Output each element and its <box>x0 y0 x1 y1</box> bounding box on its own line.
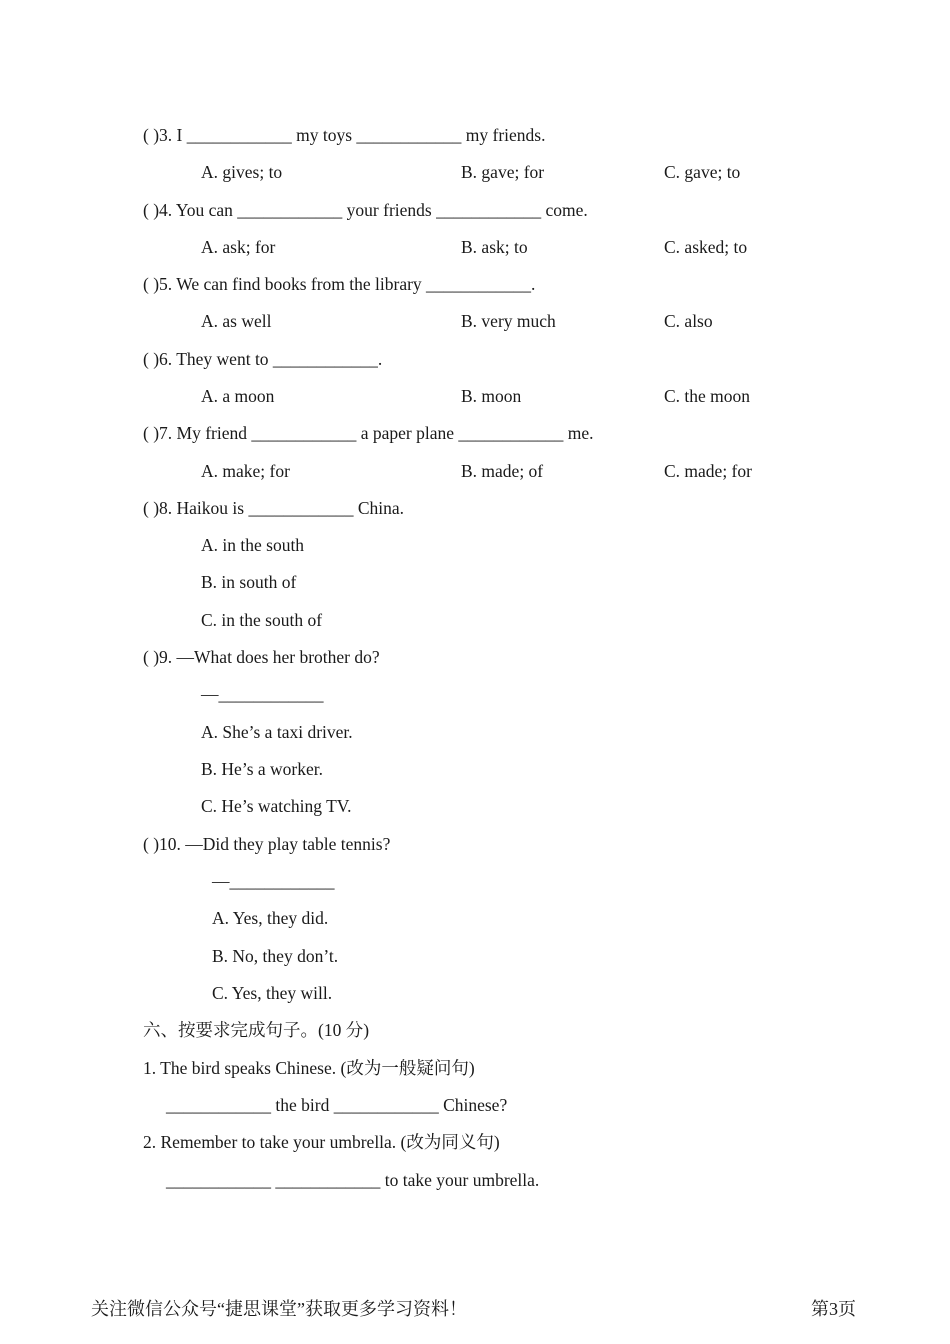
question-10-answer-blank: —____________ <box>212 871 335 891</box>
question-6-option-b: B. moon <box>461 386 522 406</box>
question-9-option-c: C. He’s watching TV. <box>201 796 352 816</box>
question-4-option-c: C. asked; to <box>664 237 748 257</box>
section-6-title: 六、按要求完成句子。(10 分) <box>143 1020 370 1040</box>
sentence-1-prompt: 1. The bird speaks Chinese. (改为一般疑问句) <box>143 1058 475 1078</box>
question-4-option-b: B. ask; to <box>461 237 528 257</box>
question-6-option-a: A. a moon <box>201 386 275 406</box>
question-8-option-a: A. in the south <box>201 535 305 555</box>
page-number: 第3页 <box>811 1299 856 1319</box>
question-7-option-a: A. make; for <box>201 461 290 481</box>
question-7-stem: ( )7. My friend ____________ a paper plane ____________ me. <box>143 423 594 443</box>
question-10-option-b: B. No, they don’t. <box>212 946 339 966</box>
question-7-option-b: B. made; of <box>461 461 544 481</box>
question-3-stem: ( )3. I ____________ my toys ____________ my friends. <box>143 125 546 145</box>
question-6-stem: ( )6. They went to ____________. <box>143 349 383 369</box>
question-3-option-c: C. gave; to <box>664 162 741 182</box>
question-9-option-a: A. She’s a taxi driver. <box>201 722 353 742</box>
question-9-answer-blank: —____________ <box>201 684 324 704</box>
question-5-option-b: B. very much <box>461 311 556 331</box>
question-9-stem: ( )9. —What does her brother do? <box>143 647 380 667</box>
question-5-stem: ( )5. We can find books from the library ____________. <box>143 274 536 294</box>
question-6-option-c: C. the moon <box>664 386 751 406</box>
sentence-1-answer-line: ____________ the bird ____________ Chinese? <box>166 1095 508 1115</box>
footer-promo: 关注微信公众号“捷思课堂”获取更多学习资料！ <box>91 1299 467 1319</box>
question-9-option-b: B. He’s a worker. <box>201 759 323 779</box>
sentence-2-prompt: 2. Remember to take your umbrella. (改为同义句) <box>143 1132 500 1152</box>
question-4-option-a: A. ask; for <box>201 237 276 257</box>
question-8-stem: ( )8. Haikou is ____________ China. <box>143 498 405 518</box>
question-5-option-a: A. as well <box>201 311 272 331</box>
question-10-option-a: A. Yes, they did. <box>212 908 329 928</box>
question-4-stem: ( )4. You can ____________ your friends ____________ come. <box>143 200 588 220</box>
question-3-option-a: A. gives; to <box>201 162 283 182</box>
question-3-option-b: B. gave; for <box>461 162 545 182</box>
question-8-option-c: C. in the south of <box>201 610 323 630</box>
question-8-option-b: B. in south of <box>201 572 297 592</box>
question-10-option-c: C. Yes, they will. <box>212 983 333 1003</box>
sentence-2-answer-line: ____________ ____________ to take your umbrella. <box>166 1170 540 1190</box>
question-5-option-c: C. also <box>664 311 713 331</box>
question-10-stem: ( )10. —Did they play table tennis? <box>143 834 391 854</box>
question-7-option-c: C. made; for <box>664 461 752 481</box>
